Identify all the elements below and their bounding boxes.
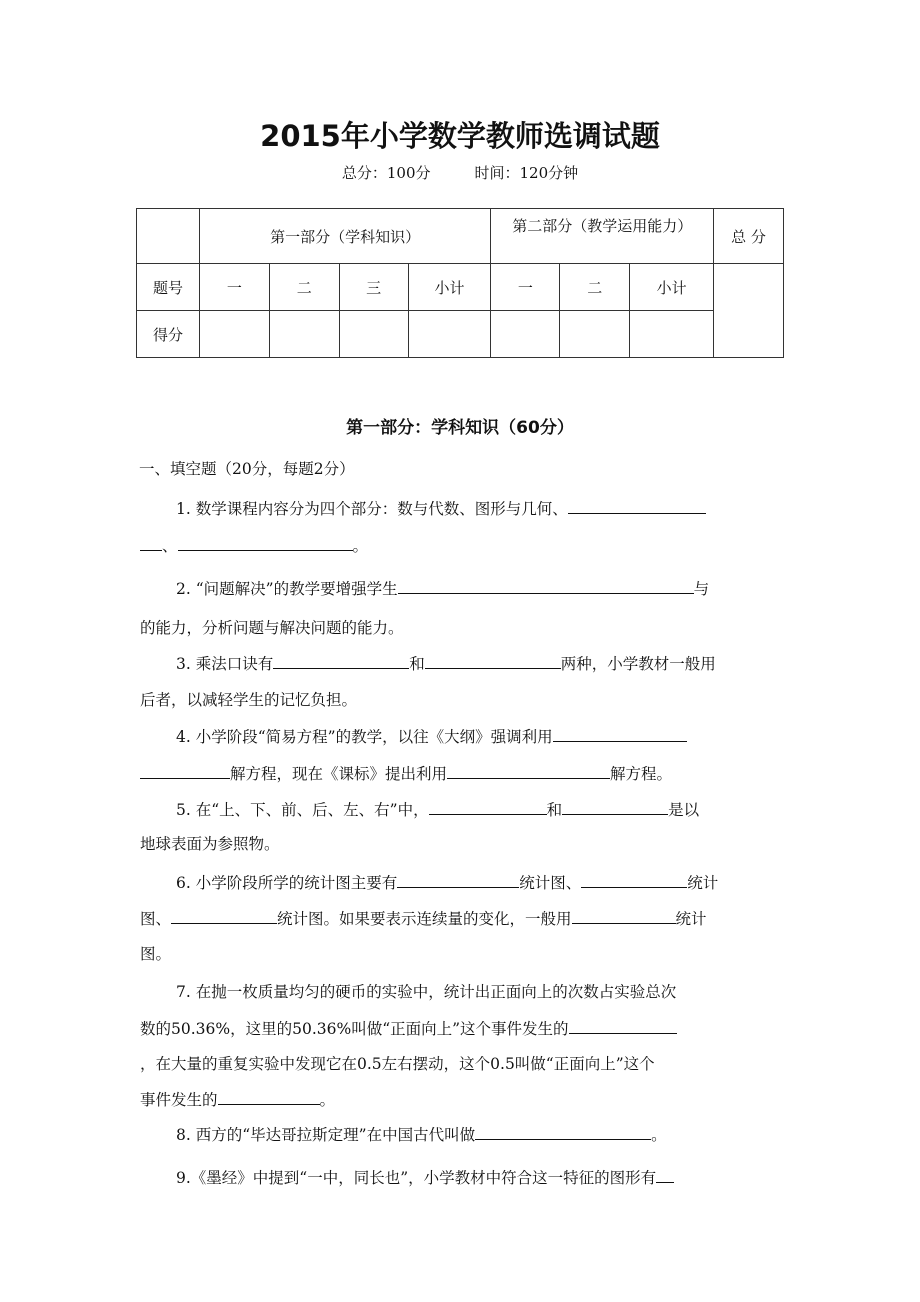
answer-blank[interactable]: [475, 1124, 651, 1140]
section-title: 第一部分：学科知识（60分）: [346, 418, 574, 438]
answer-blank[interactable]: [218, 1089, 320, 1105]
question-5-line-2: 地球表面为参照物。: [140, 835, 280, 853]
question-6-line-3: 图。: [140, 945, 172, 963]
score-cell[interactable]: [408, 311, 491, 358]
score-table-header-row: [137, 209, 784, 264]
exam-subtitle: [0, 162, 920, 183]
answer-blank[interactable]: [140, 535, 162, 551]
answer-blank[interactable]: [568, 498, 706, 514]
exam-title: 2015年小学数学教师选调试题: [260, 119, 660, 153]
part1-col: 二: [269, 264, 339, 311]
score-cell[interactable]: [560, 311, 630, 358]
total-score-text: 总分：100分: [341, 164, 431, 182]
answer-blank[interactable]: [572, 908, 676, 924]
score-label: 得分: [137, 311, 200, 358]
score-cell[interactable]: [199, 311, 269, 358]
question-5-line-1: 5. 在“上、下、前、后、左、右”中， 和 是以: [176, 801, 700, 819]
answer-blank[interactable]: [562, 799, 668, 815]
answer-blank[interactable]: [140, 763, 230, 779]
part2-header: 第二部分（教学运用能力）: [491, 209, 714, 264]
question-number-row: [137, 264, 784, 311]
score-cell[interactable]: [630, 311, 714, 358]
answer-blank[interactable]: [273, 653, 409, 669]
answer-blank[interactable]: [569, 1018, 677, 1034]
answer-blank[interactable]: [447, 763, 610, 779]
question-7-line-4: 事件发生的 。: [140, 1091, 336, 1109]
question-7-line-1: 7. 在抛一枚质量均匀的硬币的实验中，统计出正面向上的次数占实验总次: [176, 983, 677, 1001]
part1-col: 小计: [408, 264, 491, 311]
question-6-line-2: 图、 统计图。如果要表示连续量的变化，一般用 统计: [140, 910, 707, 928]
fill-in-heading: 一、填空题（20分，每题2分）: [139, 460, 355, 478]
time-limit-text: 时间：120分钟: [474, 164, 579, 182]
question-6-line-1: 6. 小学阶段所学的统计图主要有 统计图、 统计: [176, 874, 719, 892]
question-3-line-1: 3. 乘法口诀有 和 两种，小学教材一般用: [176, 655, 716, 673]
score-row: [137, 311, 784, 358]
question-4-line-1: 4. 小学阶段“简易方程”的教学，以往《大纲》强调利用: [176, 726, 687, 747]
part2-col: 小计: [630, 264, 714, 311]
part2-col: 一: [491, 264, 560, 311]
question-7-line-2: 数的50.36%，这里的50.36%叫做“正面向上”这个事件发生的: [140, 1018, 677, 1039]
answer-blank[interactable]: [171, 908, 277, 924]
score-cell[interactable]: [491, 311, 560, 358]
question-2-line-2: 的能力，分析问题与解决问题的能力。: [140, 619, 404, 637]
question-2-line-1: 2. “问题解决”的教学要增强学生 与: [176, 580, 710, 598]
question-number-label: 题号: [137, 264, 200, 311]
question-7-line-3: ，在大量的重复实验中发现它在0.5左右摆动，这个0.5叫做“正面向上”这个: [140, 1055, 655, 1073]
question-4-line-2: 解方程，现在《课标》提出利用 解方程。: [140, 763, 672, 784]
total-score-cell[interactable]: [714, 264, 784, 358]
answer-blank[interactable]: [429, 799, 547, 815]
answer-blank[interactable]: [398, 578, 694, 594]
answer-blank[interactable]: [425, 653, 561, 669]
score-cell[interactable]: [269, 311, 339, 358]
part1-header: 第一部分（学科知识）: [199, 209, 491, 264]
question-9-line-1: 9.《墨经》中提到“一中，同长也”，小学教材中符合这一特征的图形有: [176, 1167, 674, 1188]
answer-blank[interactable]: [656, 1167, 674, 1183]
part2-col: 二: [560, 264, 630, 311]
total-header: 总 分: [714, 209, 784, 264]
question-1-line-1: 1. 数学课程内容分为四个部分：数与代数、图形与几何、: [176, 498, 706, 519]
part1-col: 一: [199, 264, 269, 311]
part1-col: 三: [339, 264, 408, 311]
question-8-line-1: 8. 西方的“毕达哥拉斯定理”在中国古代叫做 。: [176, 1126, 667, 1144]
score-table-corner-cell: [137, 209, 200, 264]
question-3-line-2: 后者，以减轻学生的记忆负担。: [140, 691, 358, 709]
answer-blank[interactable]: [178, 535, 353, 551]
score-table: [136, 208, 784, 358]
score-cell[interactable]: [339, 311, 408, 358]
answer-blank[interactable]: [553, 726, 687, 742]
question-1-line-2: 、 。: [140, 535, 368, 556]
answer-blank[interactable]: [397, 872, 519, 888]
answer-blank[interactable]: [581, 872, 687, 888]
